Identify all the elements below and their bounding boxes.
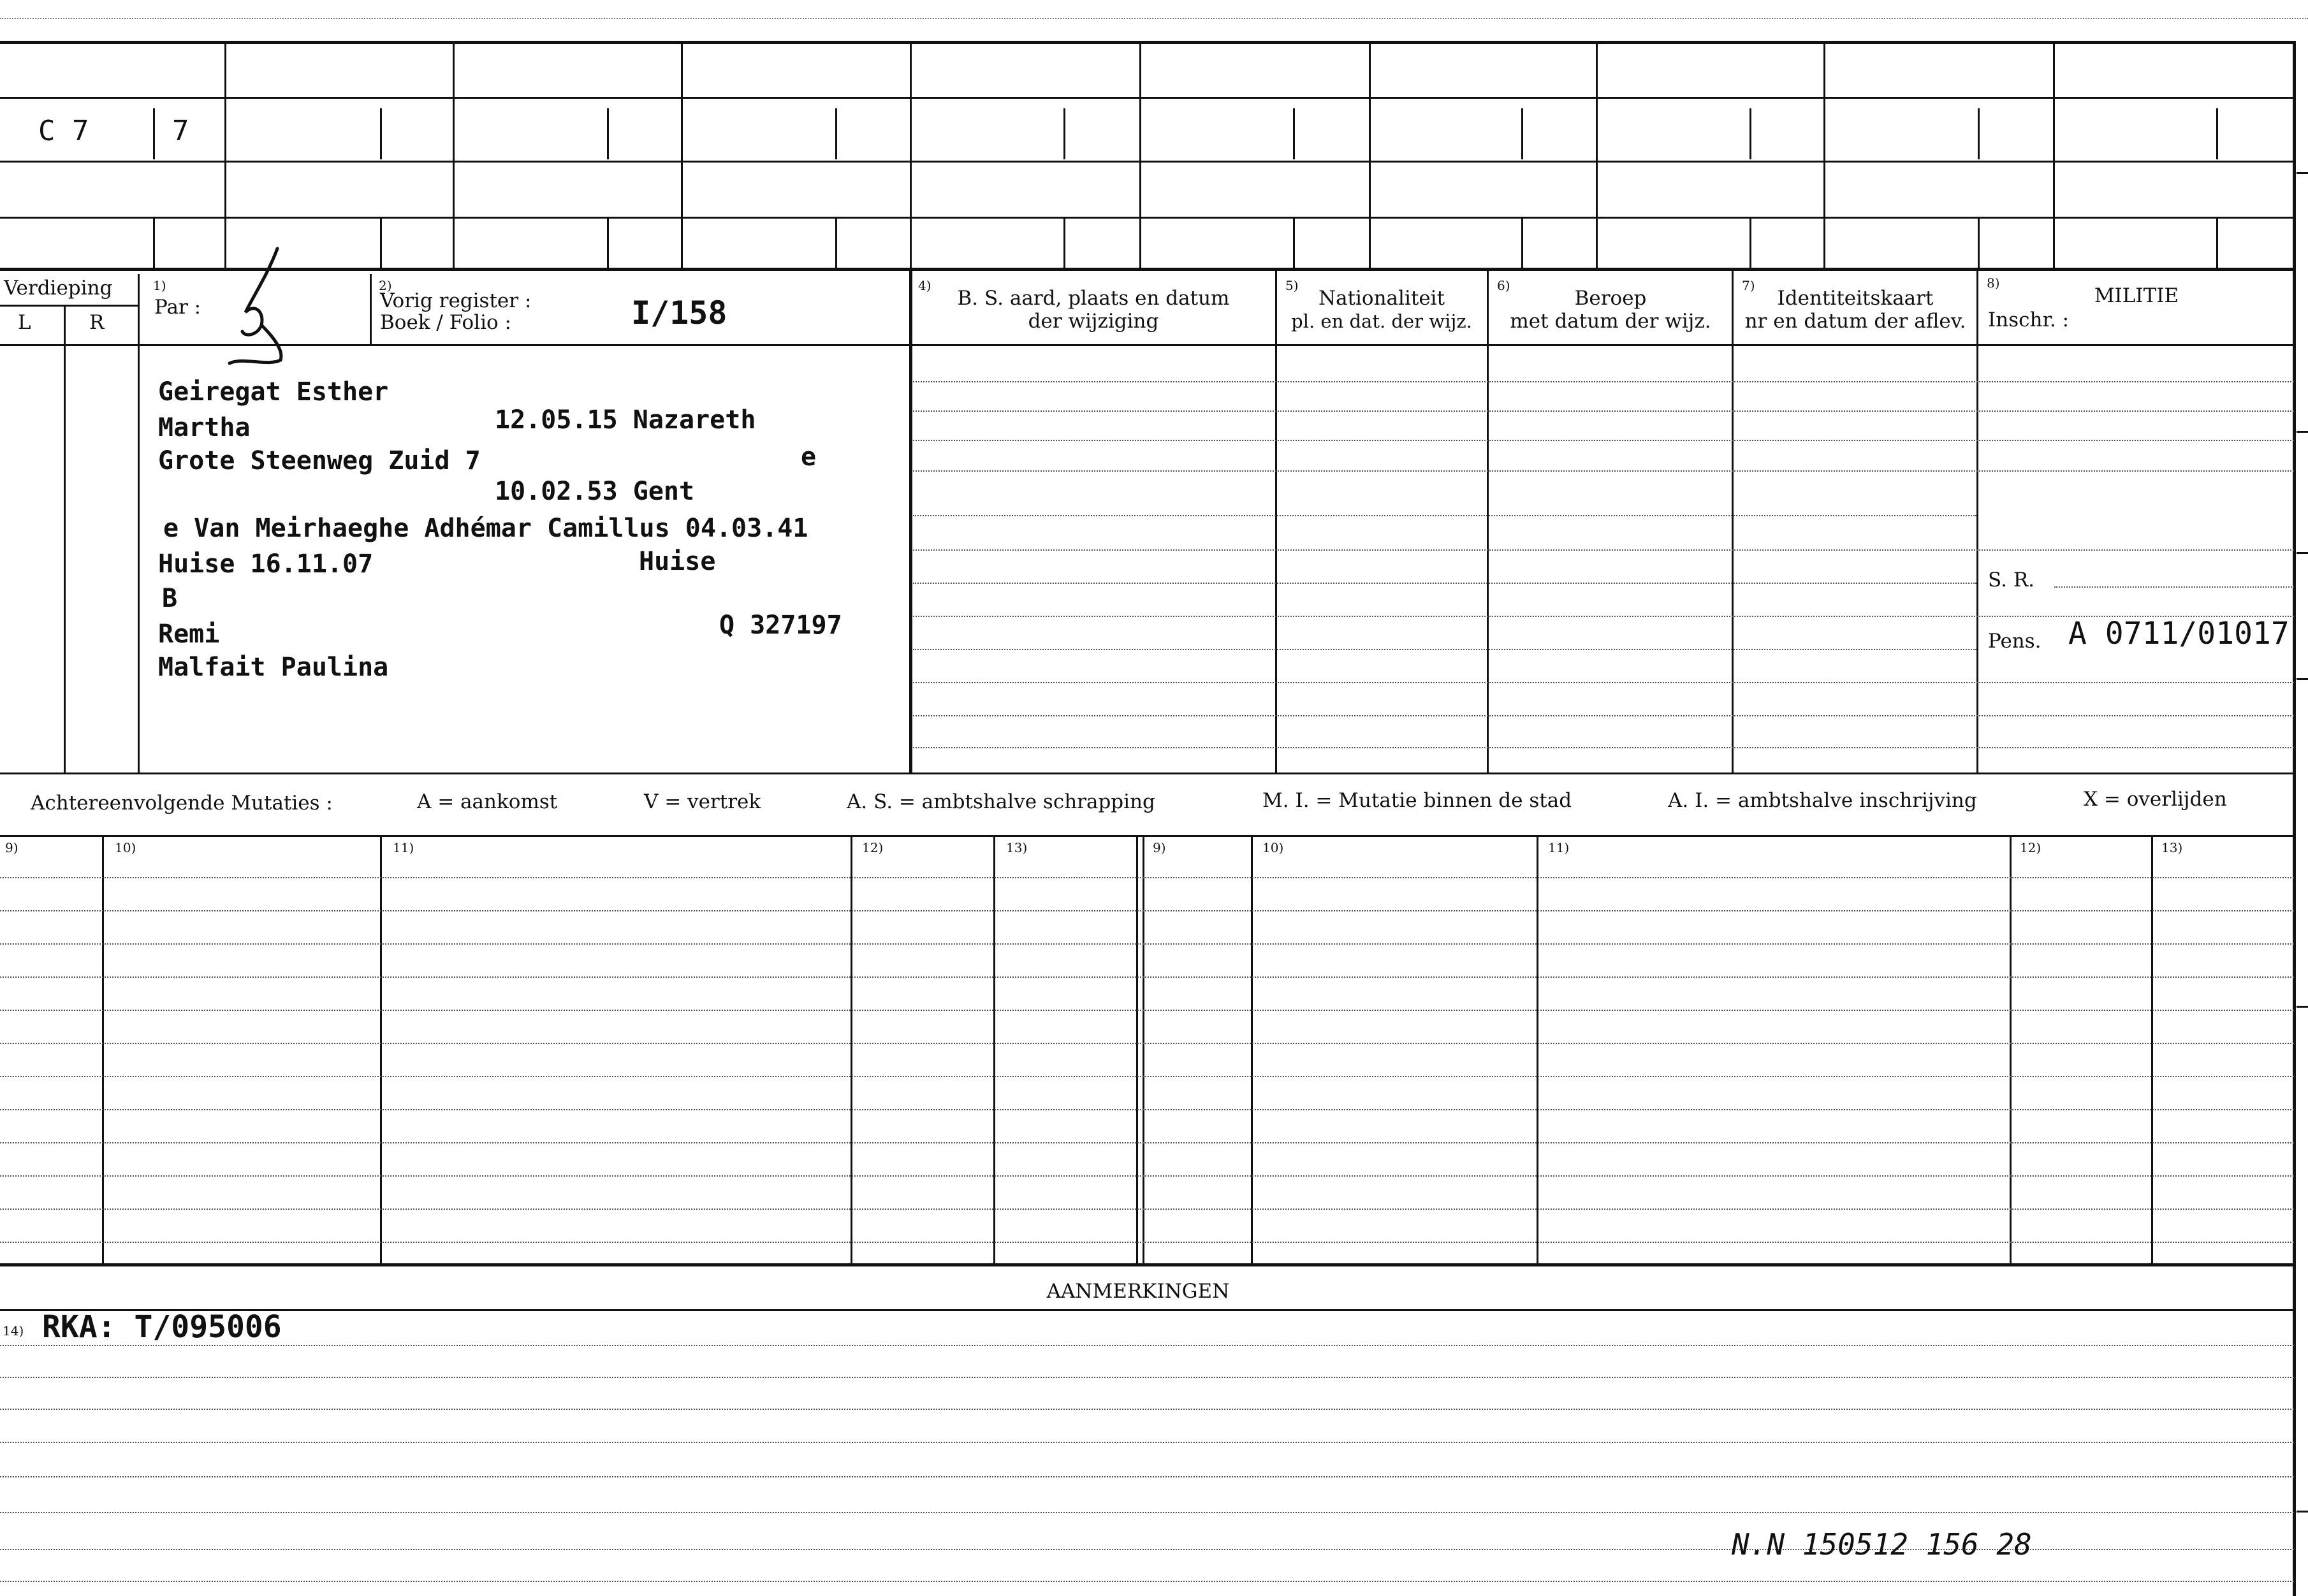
remarks-line [0,1409,2294,1410]
legend-schrapping: A. S. = ambtshalve schrapping [847,790,1155,813]
legend-vertrek: V = vertrek [644,790,761,813]
floor-l-label: L [18,311,31,334]
grid-subcol [1749,108,1751,159]
grid-col [1369,41,1371,268]
mut-col [1143,835,1144,1263]
grid-col [1139,41,1141,268]
militie-inschr-label: Inschr. : [1988,308,2070,331]
militie-title: MILITIE [2094,284,2179,307]
person-line-9: Malfait Paulina [158,653,389,682]
grid-subcol [380,217,382,268]
mut-col [380,835,382,1263]
edge-tick [2297,1511,2308,1513]
remarks-line [0,1377,2294,1378]
grid-subcol [153,217,155,268]
edge-tick [2297,172,2308,174]
mut-row-line [0,1109,2294,1110]
grid-col [2053,41,2055,268]
top-border [0,41,2295,44]
vorig-number: 2) [379,278,392,293]
mut-row-line [0,943,2294,945]
grid-line [0,268,2295,271]
mut-col-label: 13) [1006,840,1028,855]
col-divider [909,270,912,774]
beroep-number: 6) [1497,278,1510,293]
col-divider [138,274,140,774]
mut-col-label: 10) [1262,840,1284,855]
mut-col [2010,835,2012,1263]
militie-sr-label: S. R. [1988,569,2035,591]
legend-inschrijving: A. I. = ambtshalve inschrijving [1668,789,1977,812]
grid-subcol [1978,108,1980,159]
entry-line [913,649,1976,650]
grid-subcol [835,217,837,268]
par-handwritten-mark [217,242,306,370]
grid-col [224,41,226,268]
grid-subcol [153,108,155,159]
entry-line [913,747,2294,748]
person-line-2-date: 12.05.15 Nazareth [495,405,756,435]
person-line-6-left: Huise 16.11.07 [158,549,374,579]
person-line-5: e Van Meirhaeghe Adhémar Camillus 04.03.41 [163,514,808,543]
mutations-table-top [0,835,2295,837]
entry-line [913,440,2294,441]
legend-mutatie-stad: M. I. = Mutatie binnen de stad [1262,789,1572,812]
mut-col-label: 12) [862,840,884,855]
mut-row-line [0,976,2294,978]
col-divider [1976,270,1978,774]
grid-subcol [2216,217,2218,268]
edge-tick [2297,678,2308,680]
mut-row-line [0,877,2294,878]
entry-line [913,515,1976,516]
mut-row-line [0,1175,2294,1177]
mut-col [1251,835,1253,1263]
grid-col [1823,41,1825,268]
col-divider [64,305,66,774]
boek-folio-label: Boek / Folio : [380,311,511,334]
remarks-number: 14) [3,1323,24,1338]
mut-col [1537,835,1538,1263]
floor-r-label: R [89,311,105,334]
vorig-register-label: Vorig register : [380,289,532,312]
id-number: 7) [1742,278,1755,293]
grid-line [0,217,2295,219]
footer-stamp: N.N 150512 156 28 [1732,1527,2032,1562]
boek-folio-value: I/158 [631,294,727,331]
mut-row-line [0,910,2294,911]
bs-label-line2: der wijziging [1028,310,1159,333]
mut-row-line [0,1043,2294,1044]
right-border [2293,41,2296,1596]
entry-line [913,715,2294,716]
mut-col-label: 11) [1548,840,1570,855]
mut-row-line [0,1076,2294,1077]
mut-col [993,835,995,1263]
edge-tick [2297,1006,2308,1008]
grid-subcol [2216,108,2218,159]
grid-subcol [1293,108,1295,159]
mutations-top-line [0,773,2295,774]
par-number: 1) [153,278,166,293]
grid-subcol [607,217,609,268]
verdieping-split [0,305,139,307]
mutations-table-bottom [0,1263,2295,1266]
house-number-right: 7 [172,115,189,147]
grid-line [0,161,2295,163]
person-line-2-name: Martha [158,413,251,442]
verdieping-label: Verdieping [4,277,113,300]
bs-label-line1: B. S. aard, plaats en datum [957,287,1230,310]
mut-col-label: 11) [393,840,414,855]
mut-row-line [0,1010,2294,1011]
col-divider [1487,270,1489,774]
mutations-title: Achtereenvolgende Mutaties : [31,792,333,815]
remarks-line [0,1581,2294,1582]
grid-subcol [1521,108,1523,159]
entry-line [913,410,2294,412]
person-line-6-right: Huise [639,547,716,576]
legend-overlijden: X = overlijden [2084,788,2227,811]
grid-subcol [835,108,837,159]
remarks-line [0,1345,2294,1346]
grid-subcol [607,108,609,159]
entry-line [913,549,2294,551]
entry-line [913,682,2294,683]
mut-col-label: 13) [2161,840,2183,855]
id-label-line1: Identiteitskaart [1777,287,1934,310]
grid-subcol [380,108,382,159]
remarks-title: AANMERKINGEN [1046,1280,1230,1303]
mut-col-label: 12) [2020,840,2041,855]
mut-col [1136,835,1138,1263]
grid-subcol [1978,217,1980,268]
nat-number: 5) [1285,278,1299,293]
remarks-line [0,1442,2294,1443]
grid-col [910,41,912,268]
grid-col [1596,41,1598,268]
header-bottom-line [0,344,2295,346]
militie-pens-label: Pens. [1988,630,2041,653]
grid-subcol [1063,217,1065,268]
grid-col [453,41,455,268]
grid-subcol [1749,217,1751,268]
id-label-line2: nr en datum der aflev. [1744,310,1966,333]
sr-line [2054,586,2294,588]
mut-row-line [0,1242,2294,1243]
edge-tick [2297,552,2308,554]
mut-col [2151,835,2153,1263]
col-divider [1732,270,1734,774]
grid-col [681,41,683,268]
beroep-label-line1: Beroep [1574,287,1647,310]
remarks-rka: RKA: T/095006 [42,1309,282,1345]
remarks-top-line [0,1309,2295,1311]
top-scan-edge [0,18,2308,19]
bs-number: 4) [918,278,931,293]
entry-line [913,583,1976,584]
mut-row-line [0,1208,2294,1210]
militie-pens-value: A 0711/01017 [2068,616,2290,651]
entry-line [913,381,2294,382]
person-line-8-left: Remi [158,620,220,649]
entry-line [913,470,2294,472]
col-divider [370,274,372,344]
house-number-left: C 7 [38,115,89,147]
remarks-line [0,1512,2294,1513]
person-line-3-mark: e [801,442,817,472]
mut-col [102,835,104,1263]
nat-label-line2: pl. en dat. der wijz. [1291,310,1472,332]
grid-subcol [1521,217,1523,268]
person-line-3: Grote Steenweg Zuid 7 [158,446,481,475]
nat-label-line1: Nationaliteit [1318,287,1445,310]
mut-col-label: 9) [5,840,18,855]
person-line-8-right: Q 327197 [719,611,842,640]
par-label: Par : [154,296,201,319]
edge-tick [2297,431,2308,433]
person-line-4: 10.02.53 Gent [495,477,695,506]
legend-aankomst: A = aankomst [417,790,558,813]
militie-number: 8) [1987,275,2000,291]
mut-row-line [0,1142,2294,1143]
mut-col [851,835,852,1263]
grid-subcol [1063,108,1065,159]
mut-col-label: 9) [1153,840,1166,855]
person-line-7: B [162,584,178,613]
remarks-line [0,1476,2294,1477]
grid-line [0,97,2295,99]
col-divider [1275,270,1277,774]
beroep-label-line2: met datum der wijz. [1510,310,1711,333]
person-line-1: Geiregat Esther [158,377,389,407]
grid-subcol [1293,217,1295,268]
mut-col-label: 10) [115,840,136,855]
